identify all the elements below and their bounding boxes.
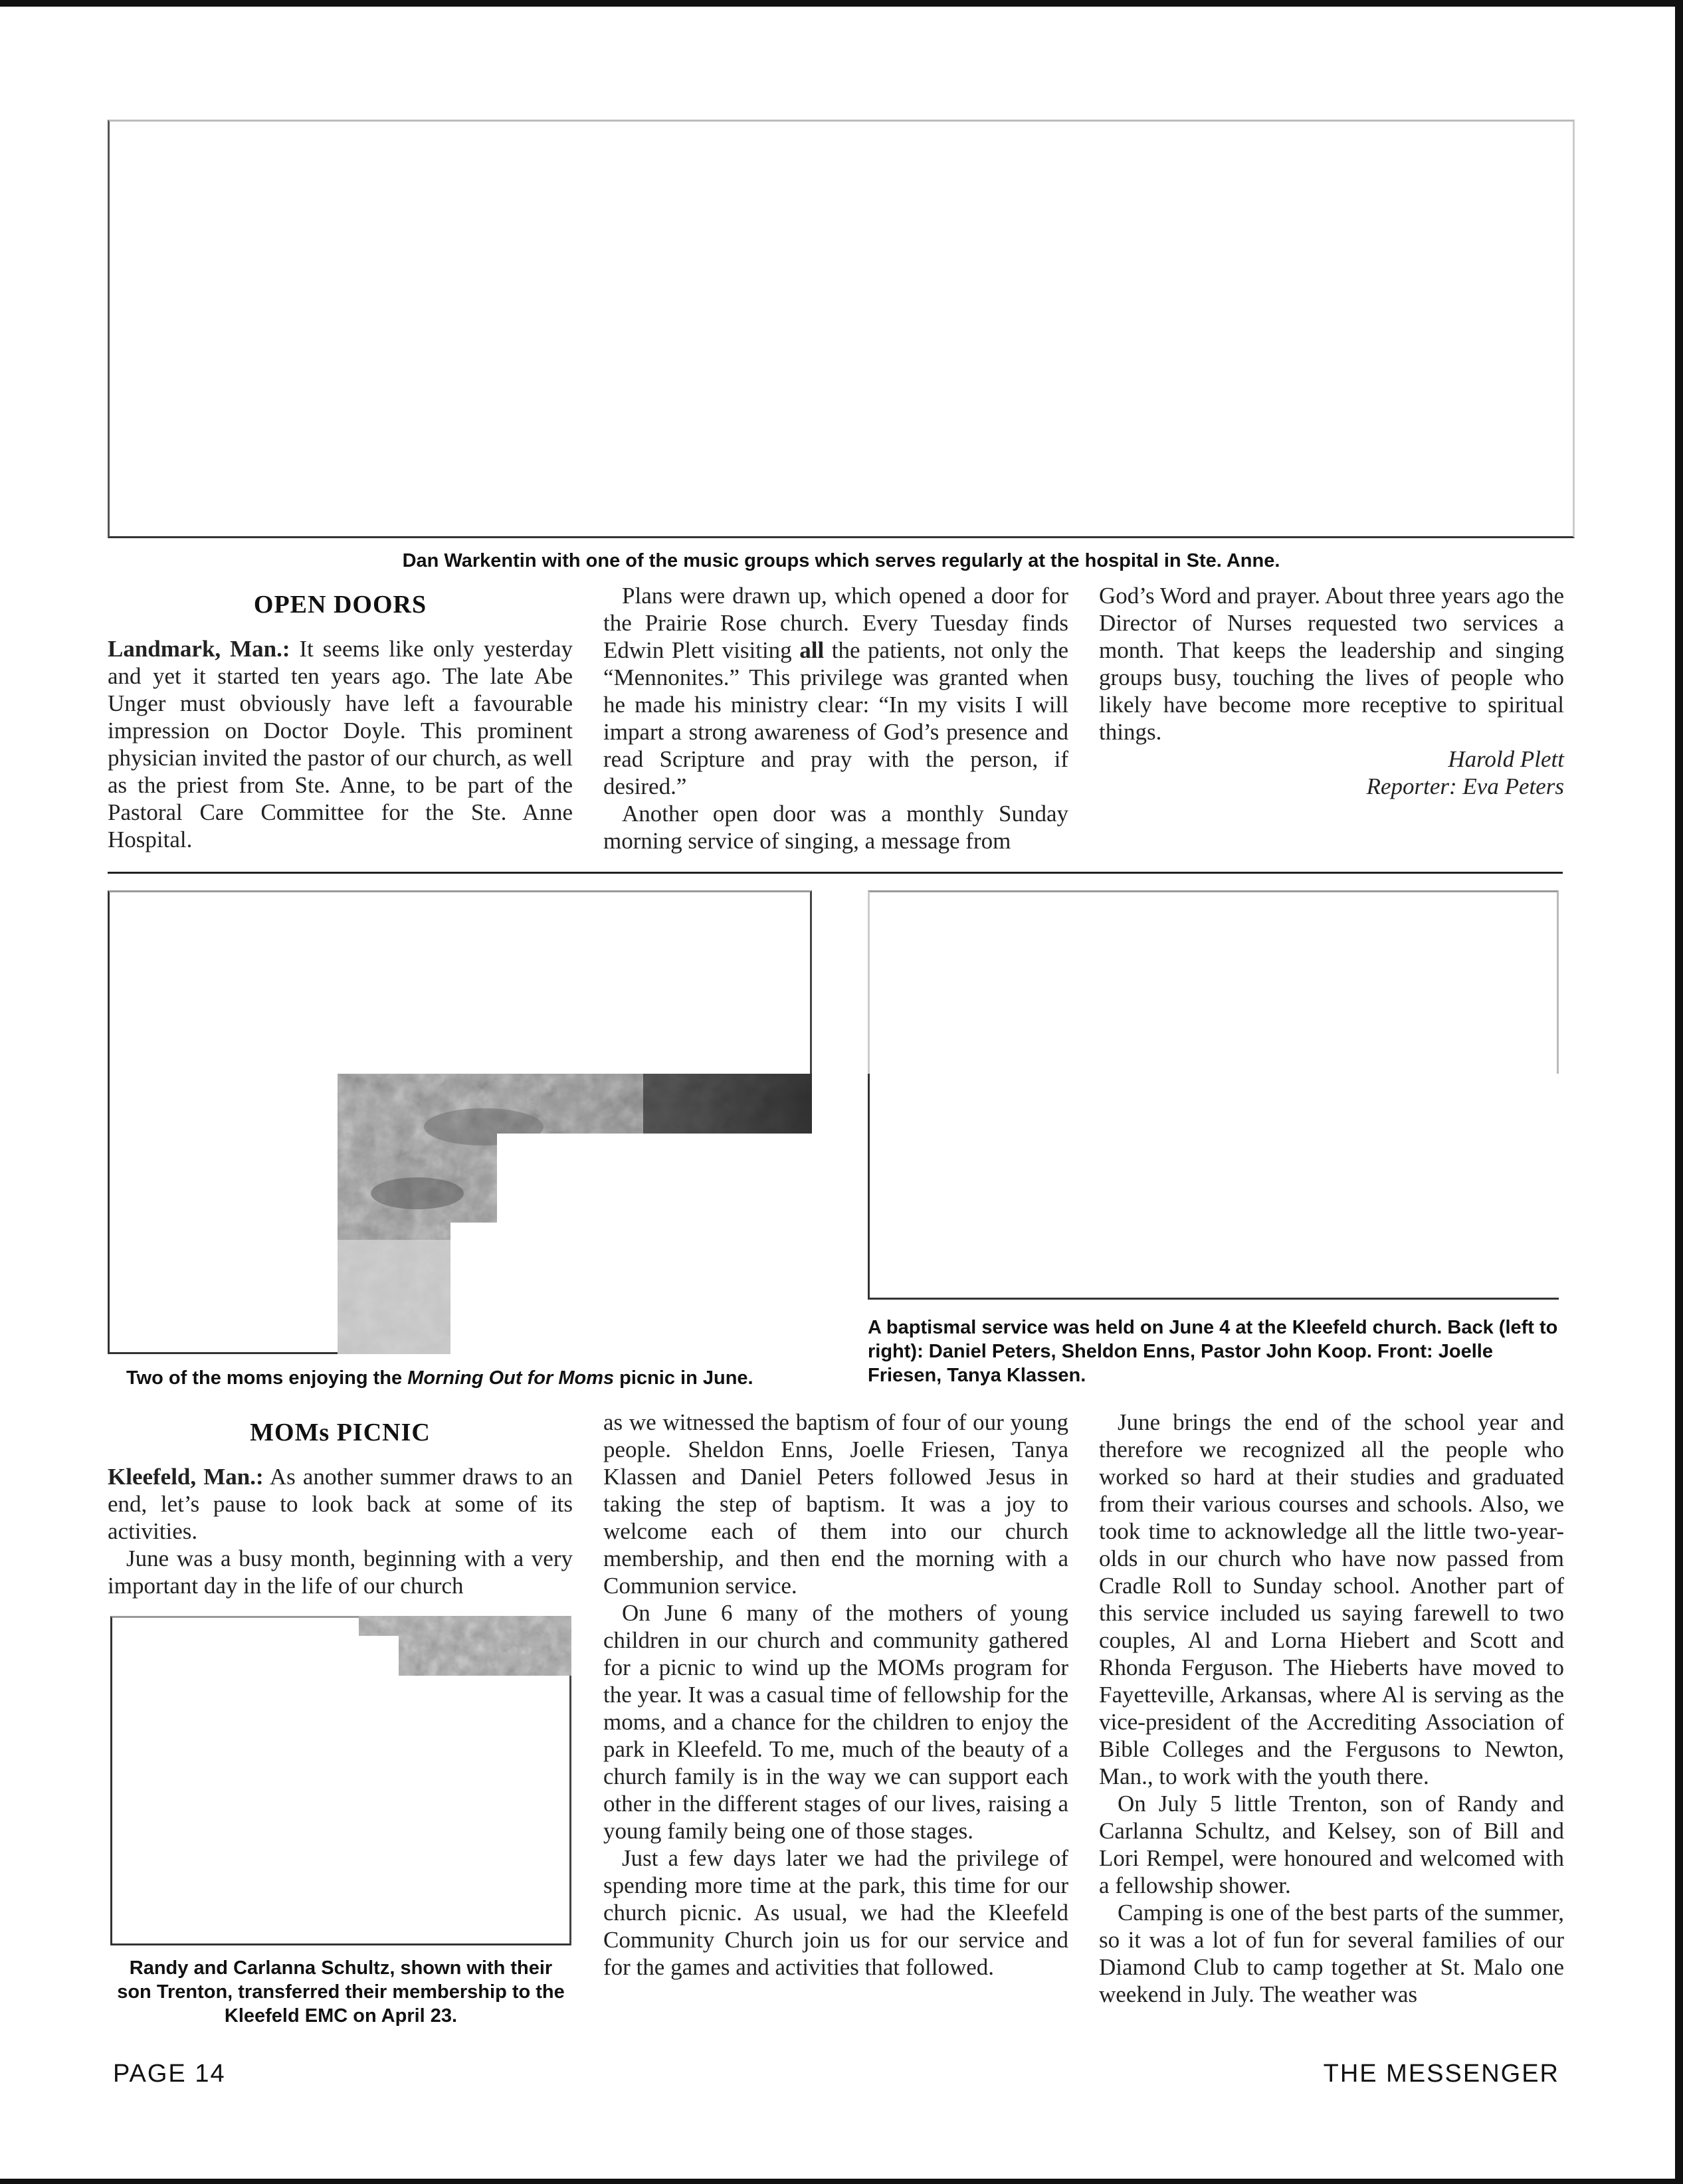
baptism-photo-inner-frame — [868, 1074, 1559, 1300]
open-doors-reporter: Reporter: Eva Peters — [1366, 773, 1564, 799]
open-doors-author: Harold Plett — [1448, 746, 1564, 772]
open-doors-paragraph-1: Landmark, Man.: It seems like only yesterday and yet it started ten years ago. The late Abe Unger must obviously have left a favourable impression on Doctor Doyle. This prominent physician invited the pastor of our church, as well as the priest from Ste. Anne, to be part of the Pastoral Care Committee for the Ste. Anne Hospital. — [108, 636, 573, 852]
open-doors-paragraph-3: Another open door was a monthly Sunday morning service of singing, a message from — [603, 801, 1068, 854]
page-number: PAGE 14 — [113, 2060, 226, 2088]
moms-picnic-paragraph-2: June was a busy month, beginning with a very important day in the life of our church — [108, 1545, 573, 1599]
schultz-family-caption: Randy and Carlanna Schultz, shown with their son Trenton, transferred their membership to the Kleefeld EMC on April 23. — [117, 1957, 565, 2027]
open-doors-column-3 — [1099, 582, 1564, 800]
scan-edge-top — [0, 0, 1683, 7]
schultz-photo-visible-area — [359, 1616, 571, 1676]
moms-picnic-paragraph-5: June brings the end of the school year and therefore we recognized all the people who worked so hard at their studies and graduated from their various courses and schools. Also, we took time to acknowledge all the little two-year-olds in our church who have now passed from Cradle Roll to Sunday school. Another part of this service included us saying farewell to two couples, Al and Lorna Hiebert and Scott and Rhonda Ferguson. The Hieberts have moved to Fayetteville, Arkansas, where Al is serving as the vice-president of the Accrediting Association of Bible Colleges and the Fergusons to Newton, Man., to work with the youth there. — [1099, 1409, 1564, 1789]
moms-picnic-paragraph-4: Just a few days later we had the privilege of spending more time at the park, this time for our church picnic. As usual, we had the Kleefeld Community Church join us for our service and for the games and activities that followed. — [603, 1845, 1068, 1980]
moms-picnic-column-2 — [603, 1409, 1068, 1981]
moms-picnic-headline: MOMs PICNIC — [250, 1419, 431, 1446]
open-doors-paragraph-3-cont: God’s Word and prayer. About three years ago the Director of Nurses requested two services a month. That keeps the leadership and singing groups busy, touching the lives of people who likely have become more receptive to spiritual things. — [1099, 583, 1564, 745]
baptism-caption: A baptismal service was held on June 4 at the Kleefeld church. Back (left to right): Daniel Peters, Sheldon Enns, Pastor John Koop. Front: Joelle Friesen, Tanya Klassen. — [868, 1317, 1558, 1386]
open-doors-paragraph-2: Plans were drawn up, which opened a door for the Prairie Rose church. Every Tuesday finds Edwin Plett visiting all the patients, not only the “Mennonites.” This privilege was granted when he made his ministry clear: “In my visits I will impart a strong awareness of God’s presence and read Scripture and pray with the person, if desired.” — [603, 583, 1068, 799]
moms-picnic-photo-visible-area — [338, 1074, 812, 1354]
open-doors-dateline: Landmark, Man.: — [108, 636, 290, 662]
open-doors-headline: OPEN DOORS — [253, 591, 427, 619]
moms-picnic-column-3 — [1099, 1409, 1564, 2008]
texture-image — [359, 1616, 571, 1676]
moms-picnic-caption: Two of the moms enjoying the Morning Out for Moms picnic in June. — [126, 1367, 753, 1389]
grass-texture-image — [338, 1074, 812, 1354]
moms-picnic-column-1 — [108, 1463, 573, 1599]
open-doors-column-2 — [603, 582, 1068, 854]
moms-picnic-paragraph-7: Camping is one of the best parts of the summer, so it was a lot of fun for several families of our Diamond Club to camp together at St. Malo one weekend in July. The weather was — [1099, 1900, 1564, 2007]
section-divider — [108, 872, 1563, 874]
moms-picnic-dateline: Kleefeld, Man.: — [108, 1464, 264, 1490]
moms-picnic-paragraph-3: On June 6 many of the mothers of young children in our church and community gathered for a picnic to wind up the MOMs program for the year. It was a casual time of fellowship for the moms, and a chance for the children to enjoy the park in Kleefeld. To me, much of the beauty of a church family is in the way we can support each other in the different stages of our lives, raising a young family being one of those stages. — [603, 1600, 1068, 1844]
publication-name: THE MESSENGER — [1323, 2060, 1559, 2088]
music-group-caption: Dan Warkentin with one of the music groups which serves regularly at the hospital in Ste. Anne. — [402, 550, 1280, 571]
scan-edge-bottom — [0, 2179, 1683, 2184]
music-group-photo — [108, 120, 1575, 538]
open-doors-column-1 — [108, 635, 573, 853]
moms-picnic-paragraph-1: Kleefeld, Man.: As another summer draws to an end, let’s pause to look back at some of its activities. — [108, 1464, 573, 1544]
moms-picnic-paragraph-6: On July 5 little Trenton, son of Randy and Carlanna Schultz, and Kelsey, son of Bill and Lori Rempel, were honoured and welcomed with a fellowship shower. — [1099, 1791, 1564, 1898]
scan-edge-right — [1675, 0, 1683, 2184]
moms-picnic-paragraph-2-cont: as we witnessed the baptism of four of our young people. Sheldon Enns, Joelle Friesen, Tanya Klassen and Daniel Peters followed Jesus in taking the step of baptism. It was a joy to welcome each of them into our church membership, and then end the morning with a Communion service. — [603, 1409, 1068, 1599]
